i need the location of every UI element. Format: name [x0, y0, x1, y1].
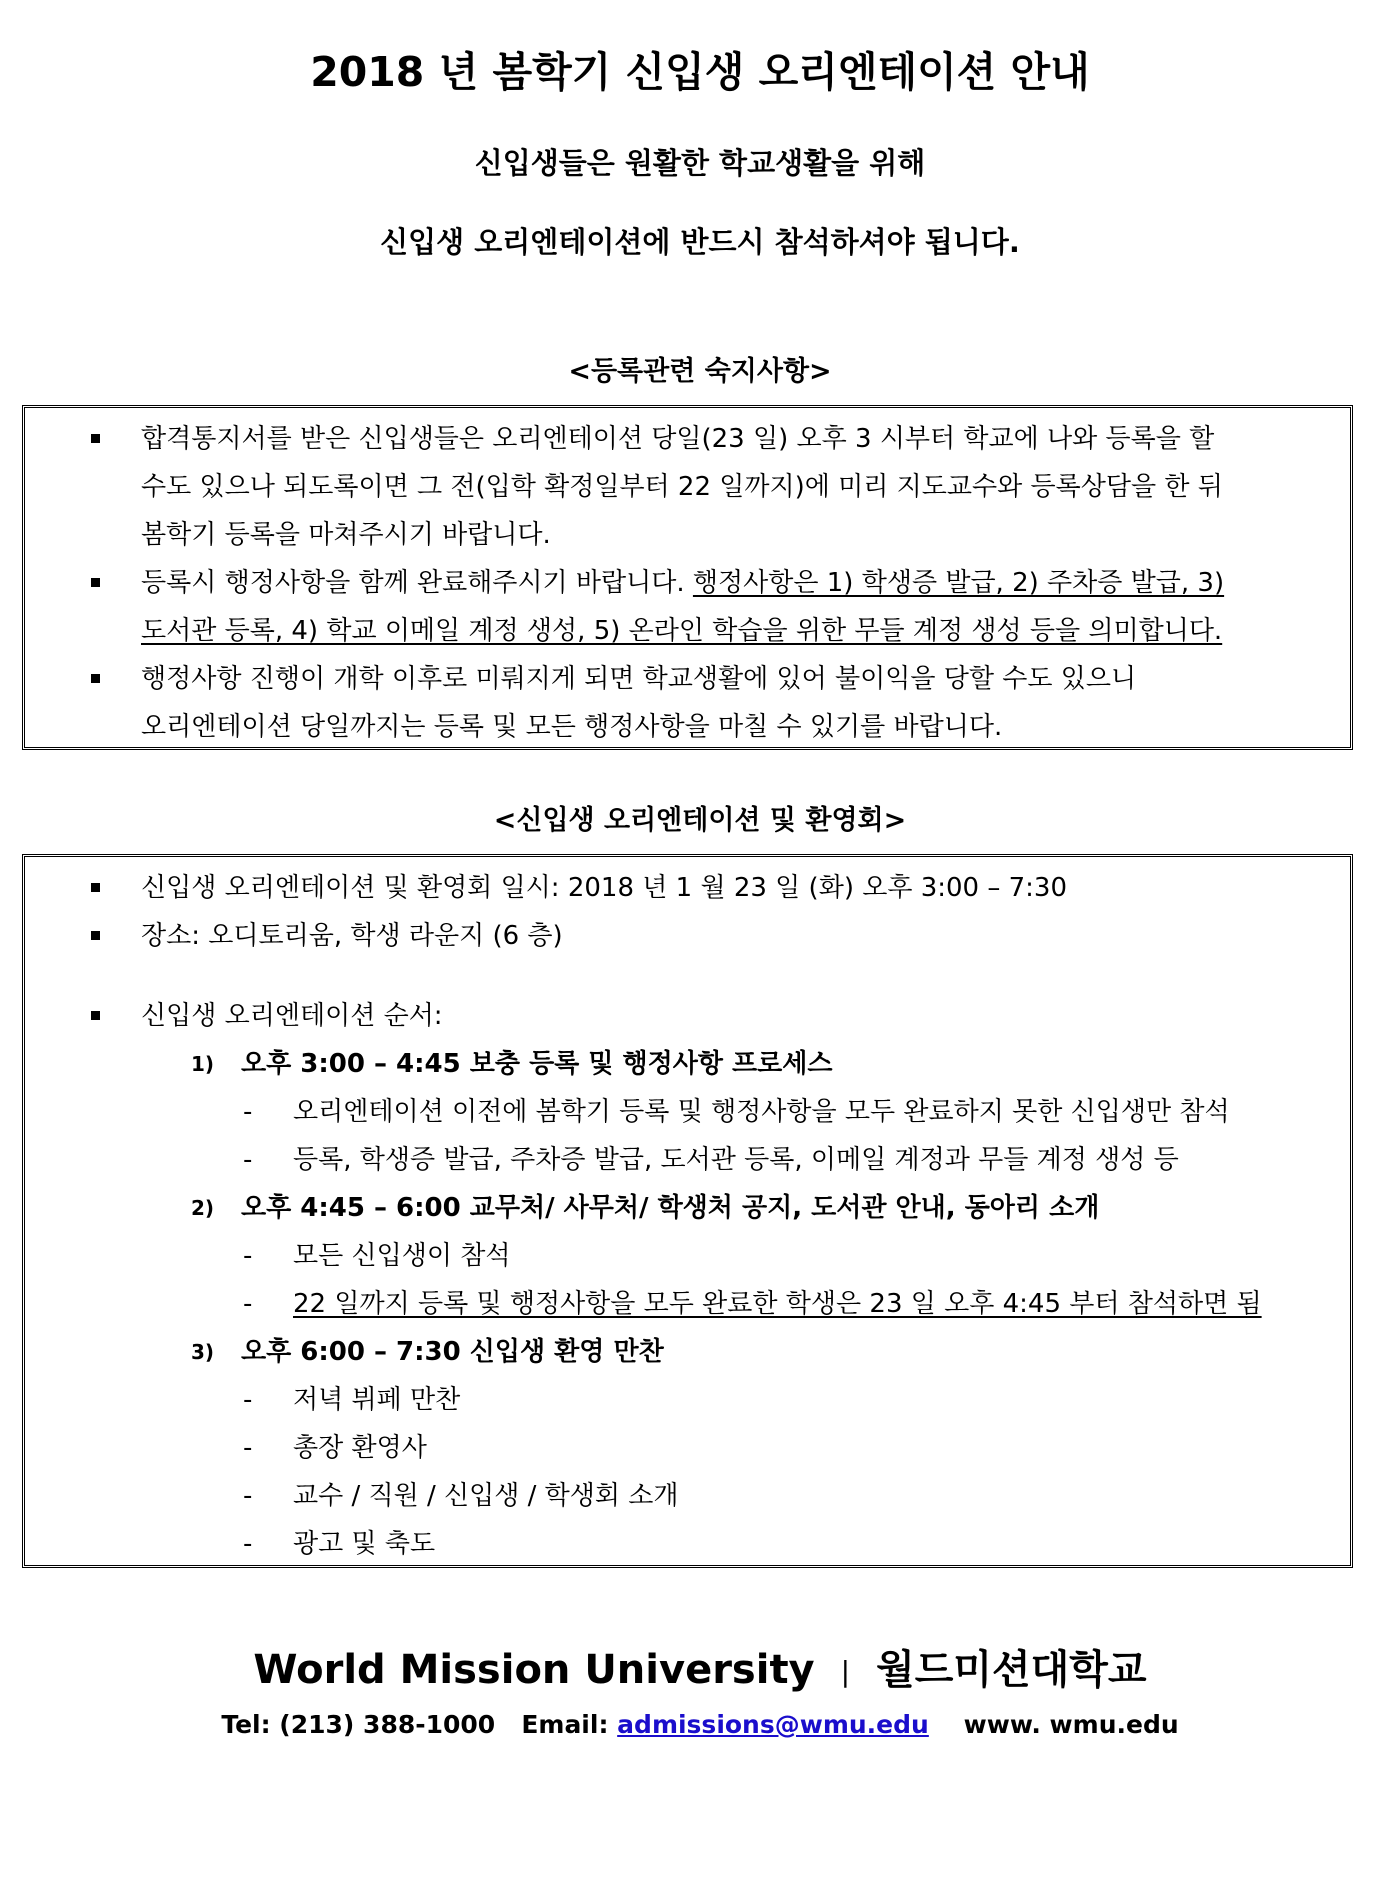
dash-marker: - [243, 1481, 253, 1511]
registration-line-3: 봄학기 등록을 마쳐주시기 바랍니다. [141, 520, 551, 550]
registration-bullet-3-cont [25, 703, 1350, 751]
step-2-item-2 [25, 1280, 1350, 1328]
schedule-step-2 [25, 1184, 1350, 1232]
orientation-heading: <신입생 오리엔테이션 및 환영회> [493, 805, 907, 836]
registration-line-4-wrap [141, 559, 1224, 607]
step-item-text: 교수 / 직원 / 신입생 / 학생회 소개 [293, 1481, 679, 1511]
university-name [0, 1640, 1400, 1704]
step-2-item-1 [25, 1232, 1350, 1280]
bullet-marker [91, 434, 100, 443]
orientation-schedule-item [25, 992, 1350, 1040]
registration-line-4b: 행정사항은 1) 학생증 발급, 2) 주차증 발급, 3) [692, 568, 1225, 598]
dash-marker: - [243, 1241, 253, 1271]
step-item-text: 총장 환영사 [293, 1433, 427, 1463]
orientation-schedule-label: 신입생 오리엔테이션 순서: [141, 1001, 443, 1031]
bullet-marker [91, 931, 100, 940]
orientation-datetime: 신입생 오리엔테이션 및 환영회 일시: 2018 년 1 월 23 일 (화) 오후 3:00 – 7:30 [141, 873, 1068, 903]
step-item-text: 모든 신입생이 참석 [293, 1241, 511, 1271]
schedule-step-3 [25, 1328, 1350, 1376]
step-3-item-2 [25, 1424, 1350, 1472]
bullet-marker [91, 674, 100, 683]
registration-bullet-2 [25, 559, 1350, 607]
step-1-item-1 [25, 1088, 1350, 1136]
step-number: 3) [191, 1340, 215, 1364]
dash-marker: - [243, 1289, 253, 1319]
orientation-location: 장소: 오디토리움, 학생 라운지 (6 층) [141, 921, 563, 951]
step-number: 2) [191, 1196, 215, 1220]
registration-bullet-3 [25, 655, 1350, 703]
bullet-marker [91, 1011, 100, 1020]
registration-line-1: 합격통지서를 받은 신입생들은 오리엔테이션 당일(23 일) 오후 3 시부터 학교에 나와 등록을 할 [141, 424, 1215, 454]
contact-email-label: Email: [521, 1710, 609, 1739]
step-number: 1) [191, 1052, 215, 1076]
university-name-en: World Mission University [253, 1647, 815, 1693]
step-3-item-3 [25, 1472, 1350, 1520]
dash-marker: - [243, 1529, 253, 1559]
registration-bullet-1 [25, 415, 1350, 463]
orientation-box [22, 854, 1353, 1568]
email-link[interactable]: admissions@wmu.edu [617, 1710, 929, 1739]
step-title: 오후 6:00 – 7:30 신입생 환영 만찬 [241, 1337, 664, 1367]
step-item-text: 광고 및 축도 [293, 1529, 436, 1559]
step-title: 오후 4:45 – 6:00 교무처/ 사무처/ 학생처 공지, 도서관 안내, 동아리 소개 [241, 1193, 1100, 1223]
dash-marker: - [243, 1145, 253, 1175]
registration-line-6: 행정사항 진행이 개학 이후로 미뤄지게 되면 학교생활에 있어 불이익을 당할 수도 있으니 [141, 664, 1137, 694]
registration-heading: <등록관련 숙지사항> [568, 356, 832, 387]
step-item-text: 저녁 뷔페 만찬 [293, 1385, 461, 1415]
university-name-ko: 월드미션대학교 [876, 1647, 1147, 1693]
bullet-marker [91, 578, 100, 587]
step-3-item-1 [25, 1376, 1350, 1424]
orientation-location-item [25, 912, 1350, 960]
step-1-item-2 [25, 1136, 1350, 1184]
document-title: 2018 년 봄학기 신입생 오리엔테이션 안내 [310, 48, 1090, 96]
contact-tel: Tel: (213) 388-1000 [221, 1710, 496, 1739]
registration-line-2: 수도 있으나 되도록이면 그 전(입학 확정일부터 22 일까지)에 미리 지도교수와 등록상담을 한 뒤 [141, 472, 1223, 502]
registration-bullet-2-cont [25, 607, 1350, 655]
subtitle-line-2: 신입생 오리엔테이션에 반드시 참석하셔야 됩니다. [380, 225, 1020, 259]
orientation-datetime-item [25, 864, 1350, 912]
bullet-marker [91, 883, 100, 892]
registration-line-4a: 등록시 행정사항을 함께 완료해주시기 바랍니다. [141, 568, 685, 598]
schedule-step-1 [25, 1040, 1350, 1088]
subtitle-line-1: 신입생들은 원활한 학교생활을 위해 [474, 146, 926, 180]
registration-line-7: 오리엔테이션 당일까지는 등록 및 모든 행정사항을 마칠 수 있기를 바랍니다. [141, 712, 1003, 742]
contact-line [0, 1705, 1400, 1745]
name-separator: | [840, 1655, 851, 1688]
registration-box [22, 405, 1353, 750]
dash-marker: - [243, 1385, 253, 1415]
dash-marker: - [243, 1433, 253, 1463]
step-title: 오후 3:00 – 4:45 보충 등록 및 행정사항 프로세스 [241, 1049, 833, 1079]
registration-bullet-1-cont [25, 463, 1350, 511]
registration-bullet-1-cont-2 [25, 511, 1350, 559]
website-text: www. wmu.edu [963, 1710, 1179, 1739]
step-item-text: 22 일까지 등록 및 행정사항을 모두 완료한 학생은 23 일 오후 4:45 부터 참석하면 됨 [293, 1289, 1262, 1319]
dash-marker: - [243, 1097, 253, 1127]
registration-line-5: 도서관 등록, 4) 학교 이메일 계정 생성, 5) 온라인 학습을 위한 무들 계정 생성 등을 의미합니다. [141, 616, 1223, 646]
step-item-text: 오리엔테이션 이전에 봄학기 등록 및 행정사항을 모두 완료하지 못한 신입생만 참석 [293, 1097, 1230, 1127]
step-item-text: 등록, 학생증 발급, 주차증 발급, 도서관 등록, 이메일 계정과 무들 계정 생성 등 [293, 1145, 1179, 1175]
step-3-item-4 [25, 1520, 1350, 1568]
